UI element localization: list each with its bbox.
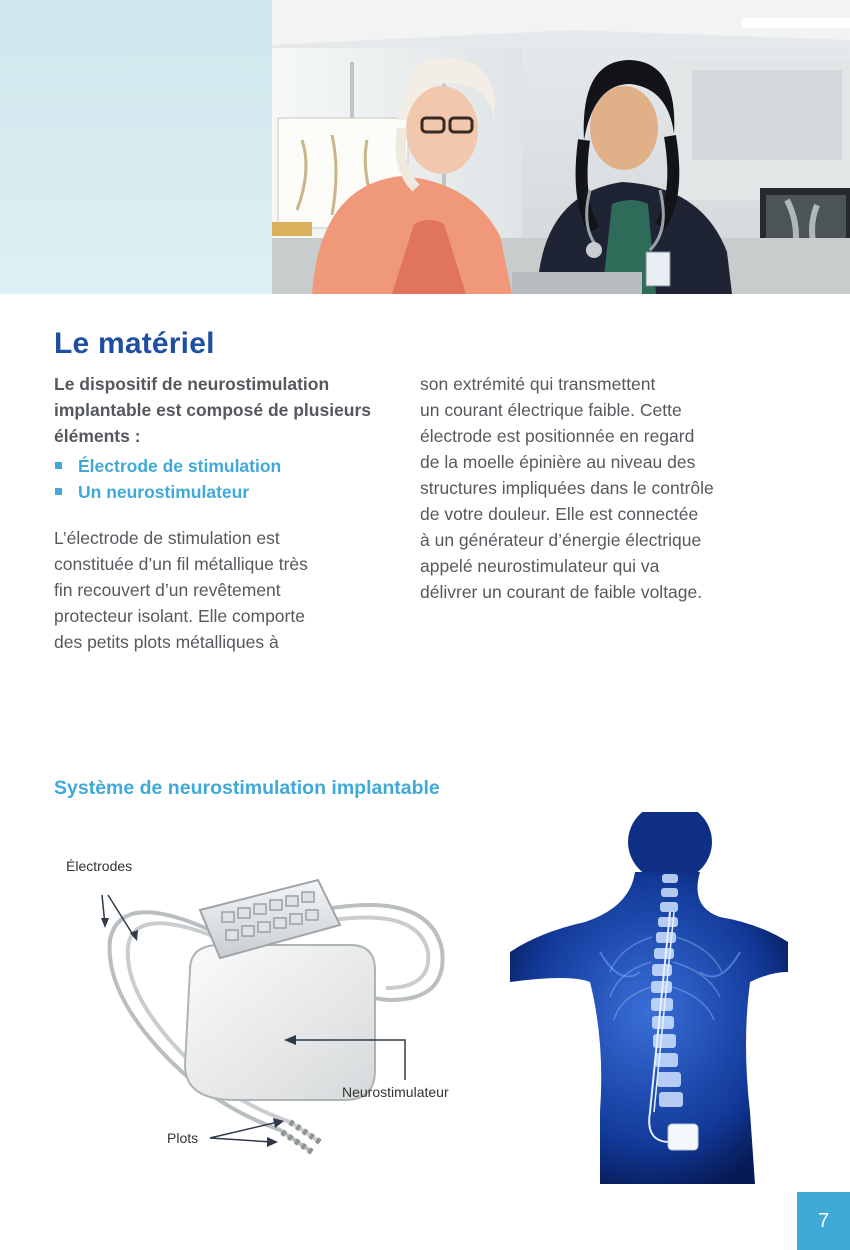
- neurostimulator-label: Neurostimulateur: [342, 1084, 449, 1100]
- hero-banner: [0, 0, 850, 294]
- list-item-label: Un neurostimulateur: [78, 482, 250, 502]
- list-item: [54, 479, 384, 505]
- bullet-square-icon: [55, 462, 62, 469]
- list-item-label: Électrode de stimulation: [78, 456, 282, 476]
- component-list: [54, 453, 384, 505]
- spine-illustration: [510, 812, 788, 1184]
- human-back-xray: [510, 812, 788, 1184]
- intro-text: Le dispositif de neurostimulation implantable est composé de plusieurs éléments :: [54, 374, 372, 446]
- neurostimulator-diagram: [50, 850, 490, 1170]
- list-item: [54, 453, 384, 479]
- device-illustration: [50, 850, 490, 1170]
- section-title: Le matériel: [54, 327, 215, 360]
- bullet-square-icon: [55, 488, 62, 495]
- right-column: [420, 371, 800, 605]
- plots-label: Plots: [167, 1130, 199, 1146]
- hero-color-panel: [0, 0, 272, 294]
- figure-title: Système de neurostimulation implantable: [54, 777, 440, 799]
- hero-photo: [272, 0, 850, 294]
- page-number: 7: [797, 1192, 850, 1250]
- left-column: [54, 371, 384, 655]
- electrodes-label: Électrodes: [66, 858, 133, 874]
- left-paragraph: L’électrode de stimulation est constituée d’un fil métallique très fin recouvert d’un revêtement protecteur isolant. Elle comporte des petits plots métalliques à: [54, 528, 308, 652]
- right-paragraph: son extrémité qui transmettent un courant électrique faible. Cette électrode est positionnée en regard de la moelle épinière au niveau des structures impliquées dans le contrôle de votre douleur. Elle est connectée à un générateur d’énergie électrique appelé neurostimulateur qui va délivrer un courant de faible voltage.: [420, 374, 714, 602]
